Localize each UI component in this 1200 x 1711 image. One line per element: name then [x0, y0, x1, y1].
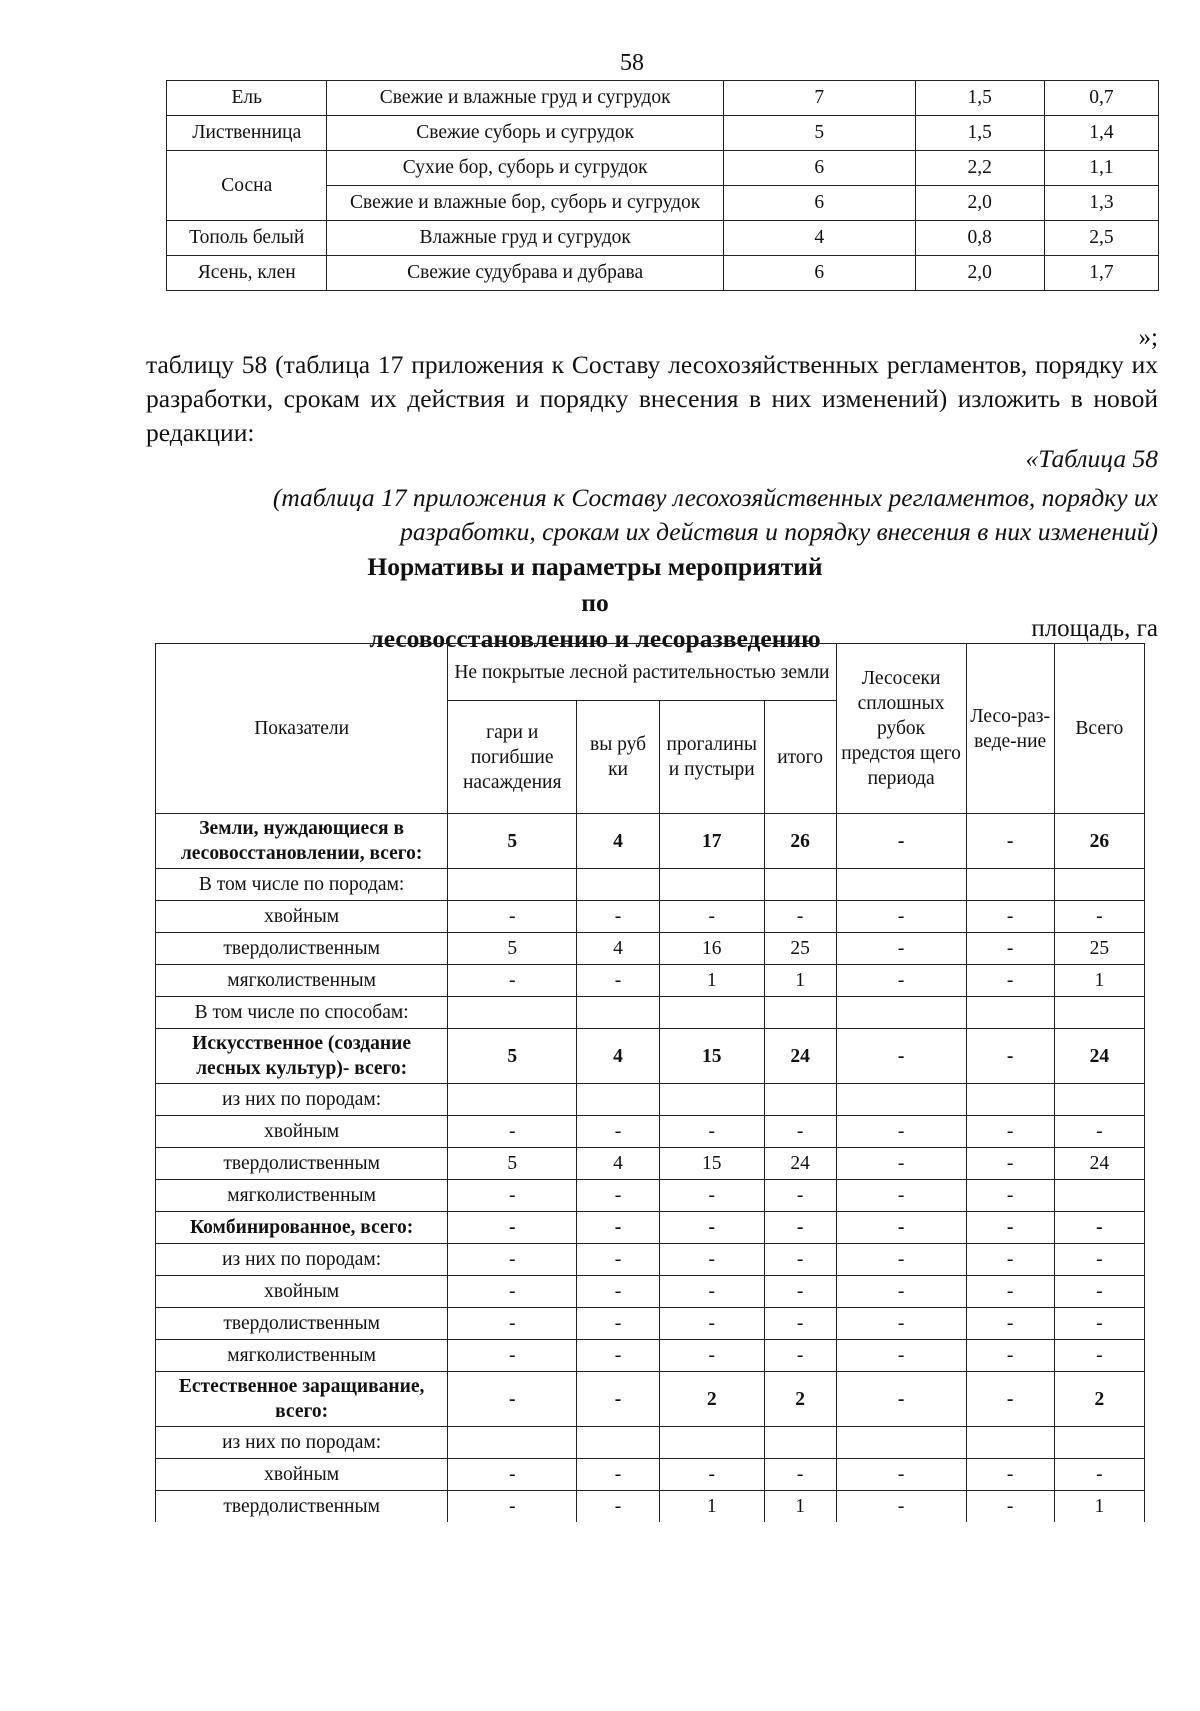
value-cell: 24 [1054, 1148, 1144, 1180]
table-row [156, 1308, 1145, 1340]
table-row [156, 1212, 1145, 1244]
value-cell: - [966, 1029, 1054, 1084]
value-cell [577, 1427, 660, 1459]
value-cell: 26 [764, 814, 836, 869]
table-row [156, 1148, 1145, 1180]
value-cell: 5 [448, 1029, 577, 1084]
value-cell: - [836, 1148, 966, 1180]
value-cell: 24 [764, 1029, 836, 1084]
value-cell: 17 [659, 814, 764, 869]
table-row [156, 933, 1145, 965]
table-row [156, 1340, 1145, 1372]
unit-label: площадь, га [1031, 615, 1158, 642]
row-label: Естественное заращивание, всего: [156, 1372, 448, 1427]
value-cell: 1,5 [915, 116, 1044, 151]
value-cell [764, 1084, 836, 1116]
table-row [156, 814, 1145, 869]
top-table-row [167, 151, 1159, 186]
top-table [166, 80, 1159, 291]
top-table-row [167, 256, 1159, 291]
value-cell: 1 [659, 1491, 764, 1523]
value-cell: 24 [764, 1148, 836, 1180]
value-cell: - [659, 1212, 764, 1244]
title-line-2: лесовосстановлению и лесоразведению [369, 624, 821, 653]
value-cell: - [966, 1276, 1054, 1308]
value-cell: - [966, 814, 1054, 869]
value-cell [577, 1084, 660, 1116]
value-cell: 1 [1054, 965, 1144, 997]
conditions-cell: Свежие суборь и сугрудок [327, 116, 723, 151]
header-burnt: гари и погибшие насаждения [448, 701, 577, 814]
value-cell [1054, 997, 1144, 1029]
value-cell: - [836, 933, 966, 965]
value-cell: 5 [723, 116, 915, 151]
value-cell: 4 [577, 1148, 660, 1180]
value-cell: 1,5 [915, 81, 1044, 116]
value-cell: - [1054, 1459, 1144, 1491]
value-cell [966, 997, 1054, 1029]
value-cell: - [577, 1491, 660, 1523]
conditions-cell: Свежие и влажные груд и сугрудок [327, 81, 723, 116]
value-cell: - [836, 1180, 966, 1212]
value-cell: - [836, 1459, 966, 1491]
table-reference: (таблица 17 приложения к Составу лесохозяйственных регламентов, порядку их разработки, срокам их действия и порядку внесения в них изменений) [272, 483, 1158, 546]
row-label: хвойным [156, 1276, 448, 1308]
conditions-cell: Свежие судубрава и дубрава [327, 256, 723, 291]
value-cell: 1,7 [1044, 256, 1158, 291]
value-cell: - [966, 1308, 1054, 1340]
table-row [156, 1180, 1145, 1212]
top-table-row [167, 221, 1159, 256]
value-cell: - [966, 1180, 1054, 1212]
value-cell: - [764, 1116, 836, 1148]
value-cell: 2 [764, 1372, 836, 1427]
row-label: мягколиственным [156, 1180, 448, 1212]
value-cell: - [448, 1276, 577, 1308]
row-label: твердолиственным [156, 933, 448, 965]
species-cell: Ель [167, 81, 327, 116]
closing-quote: »; [1138, 324, 1158, 351]
value-cell: - [448, 1340, 577, 1372]
row-label: твердолиственным [156, 1491, 448, 1523]
value-cell: - [836, 1212, 966, 1244]
table-row [156, 869, 1145, 901]
value-cell: 15 [659, 1029, 764, 1084]
header-clearcuts: Лесосеки сплошных рубок предстоя щего периода [836, 644, 966, 814]
value-cell: - [966, 1212, 1054, 1244]
value-cell: - [577, 901, 660, 933]
value-cell [659, 1427, 764, 1459]
value-cell: - [836, 814, 966, 869]
value-cell [1054, 1084, 1144, 1116]
value-cell: - [836, 1116, 966, 1148]
value-cell: - [577, 1212, 660, 1244]
value-cell: 2 [659, 1372, 764, 1427]
value-cell: - [764, 1212, 836, 1244]
value-cell: - [966, 965, 1054, 997]
value-cell: - [764, 1244, 836, 1276]
value-cell: 25 [1054, 933, 1144, 965]
value-cell: - [659, 1340, 764, 1372]
row-label: мягколиственным [156, 965, 448, 997]
value-cell [577, 869, 660, 901]
value-cell: - [764, 1459, 836, 1491]
value-cell: 5 [448, 1148, 577, 1180]
value-cell [448, 1084, 577, 1116]
table-row [156, 901, 1145, 933]
header-afforestation: Лесо-раз-веде-ние [966, 644, 1054, 814]
table-row [156, 1084, 1145, 1116]
value-cell: - [659, 901, 764, 933]
value-cell: - [1054, 1308, 1144, 1340]
row-label: из них по породам: [156, 1244, 448, 1276]
value-cell: - [448, 1212, 577, 1244]
value-cell [966, 869, 1054, 901]
value-cell: - [836, 1491, 966, 1523]
value-cell: - [577, 1308, 660, 1340]
table-row [156, 1116, 1145, 1148]
value-cell: - [448, 901, 577, 933]
value-cell: - [448, 1308, 577, 1340]
row-label: хвойным [156, 901, 448, 933]
table-row [156, 1244, 1145, 1276]
row-label: хвойным [156, 1116, 448, 1148]
value-cell: - [577, 1340, 660, 1372]
value-cell: 5 [448, 933, 577, 965]
value-cell: - [764, 1340, 836, 1372]
value-cell: - [966, 1340, 1054, 1372]
value-cell: 0,7 [1044, 81, 1158, 116]
value-cell: 26 [1054, 814, 1144, 869]
header-total: Всего [1054, 644, 1144, 814]
table-label: «Таблица 58 [1025, 444, 1158, 473]
value-cell: - [1054, 1276, 1144, 1308]
value-cell [659, 869, 764, 901]
value-cell: 4 [723, 221, 915, 256]
value-cell: 1,3 [1044, 186, 1158, 221]
value-cell: 16 [659, 933, 764, 965]
header-glades: прогалины и пустыри [659, 701, 764, 814]
value-cell: - [1054, 901, 1144, 933]
value-cell: - [659, 1244, 764, 1276]
value-cell: 2,0 [915, 186, 1044, 221]
value-cell: - [966, 1459, 1054, 1491]
value-cell: - [659, 1308, 764, 1340]
species-cell: Лиственница [167, 116, 327, 151]
value-cell [448, 1427, 577, 1459]
value-cell: 7 [723, 81, 915, 116]
value-cell: 1 [1054, 1491, 1144, 1523]
value-cell: - [966, 1116, 1054, 1148]
value-cell [966, 1084, 1054, 1116]
value-cell: 24 [1054, 1029, 1144, 1084]
table-title [360, 549, 830, 657]
row-label: твердолиственным [156, 1308, 448, 1340]
value-cell: - [577, 1244, 660, 1276]
value-cell: - [836, 901, 966, 933]
value-cell: 2,0 [915, 256, 1044, 291]
row-label: из них по породам: [156, 1427, 448, 1459]
value-cell [836, 997, 966, 1029]
value-cell [764, 869, 836, 901]
value-cell [836, 1084, 966, 1116]
value-cell: 4 [577, 933, 660, 965]
page-number: 58 [620, 50, 644, 76]
value-cell: - [577, 1180, 660, 1212]
value-cell [764, 997, 836, 1029]
row-label: Комбинированное, всего: [156, 1212, 448, 1244]
value-cell: - [764, 1276, 836, 1308]
value-cell: - [448, 1116, 577, 1148]
value-cell: 25 [764, 933, 836, 965]
value-cell [764, 1427, 836, 1459]
row-label: из них по породам: [156, 1084, 448, 1116]
value-cell: - [966, 933, 1054, 965]
value-cell [1054, 869, 1144, 901]
value-cell: - [448, 1244, 577, 1276]
header-subtotal: итого [764, 701, 836, 814]
value-cell: - [966, 1244, 1054, 1276]
table-row [156, 1029, 1145, 1084]
top-table-row [167, 116, 1159, 151]
value-cell: - [1054, 1116, 1144, 1148]
value-cell [836, 869, 966, 901]
value-cell: - [577, 1372, 660, 1427]
value-cell: 0,8 [915, 221, 1044, 256]
value-cell: 15 [659, 1148, 764, 1180]
value-cell: - [448, 1459, 577, 1491]
value-cell: - [1054, 1212, 1144, 1244]
value-cell: 2,5 [1044, 221, 1158, 256]
value-cell [448, 997, 577, 1029]
row-label: Земли, нуждающиеся в лесовосстановлении, всего: [156, 814, 448, 869]
table-row [156, 1491, 1145, 1523]
header-non-forested: Не покрытые лесной растительностью земли [448, 644, 836, 701]
value-cell: 5 [448, 814, 577, 869]
value-cell: - [966, 1372, 1054, 1427]
value-cell: - [764, 1308, 836, 1340]
value-cell: - [836, 965, 966, 997]
value-cell [448, 869, 577, 901]
table-row [156, 1372, 1145, 1427]
value-cell [966, 1427, 1054, 1459]
value-cell: 1,4 [1044, 116, 1158, 151]
main-table [155, 643, 1145, 1522]
value-cell: 6 [723, 186, 915, 221]
value-cell [1054, 1180, 1144, 1212]
value-cell: - [1054, 1244, 1144, 1276]
value-cell: - [577, 965, 660, 997]
value-cell: - [966, 901, 1054, 933]
value-cell: - [448, 1491, 577, 1523]
species-cell: Ясень, клен [167, 256, 327, 291]
value-cell: - [1054, 1340, 1144, 1372]
value-cell: 1 [764, 1491, 836, 1523]
value-cell [577, 997, 660, 1029]
species-cell: Тополь белый [167, 221, 327, 256]
value-cell: - [836, 1244, 966, 1276]
row-label: хвойным [156, 1459, 448, 1491]
table-row [156, 1459, 1145, 1491]
value-cell [659, 997, 764, 1029]
value-cell: - [966, 1148, 1054, 1180]
value-cell: - [659, 1180, 764, 1212]
row-label: Искусственное (создание лесных культур)- всего: [156, 1029, 448, 1084]
conditions-cell: Сухие бор, суборь и сугрудок [327, 151, 723, 186]
value-cell: - [659, 1276, 764, 1308]
value-cell: 6 [723, 151, 915, 186]
row-label: В том числе по породам: [156, 869, 448, 901]
value-cell: - [659, 1459, 764, 1491]
value-cell: - [836, 1276, 966, 1308]
value-cell: 4 [577, 814, 660, 869]
value-cell: - [448, 1372, 577, 1427]
value-cell: 2,2 [915, 151, 1044, 186]
value-cell [659, 1084, 764, 1116]
title-line-1: Нормативы и параметры мероприятий по [367, 552, 823, 617]
value-cell: - [764, 1180, 836, 1212]
value-cell: - [659, 1116, 764, 1148]
value-cell: - [577, 1276, 660, 1308]
value-cell: - [577, 1459, 660, 1491]
table-row [156, 997, 1145, 1029]
species-cell: Сосна [167, 151, 327, 221]
table-row [156, 1427, 1145, 1459]
conditions-cell: Влажные груд и сугрудок [327, 221, 723, 256]
value-cell: - [448, 965, 577, 997]
header-indicators: Показатели [156, 644, 448, 814]
header-cutovers: вы руб ки [577, 701, 660, 814]
value-cell: 6 [723, 256, 915, 291]
row-label: В том числе по способам: [156, 997, 448, 1029]
row-label: мягколиственным [156, 1340, 448, 1372]
value-cell: - [577, 1116, 660, 1148]
value-cell: - [836, 1308, 966, 1340]
table-row [156, 1276, 1145, 1308]
intro-paragraph: таблицу 58 (таблица 17 приложения к Составу лесохозяйственных регламентов, порядку их разработки, срокам их действия и порядку внесения в них изменений) изложить в новой редакции: [146, 350, 1158, 447]
conditions-cell: Свежие и влажные бор, суборь и сугрудок [327, 186, 723, 221]
row-label: твердолиственным [156, 1148, 448, 1180]
value-cell: - [836, 1372, 966, 1427]
value-cell: 1,1 [1044, 151, 1158, 186]
value-cell: - [764, 901, 836, 933]
value-cell: - [836, 1029, 966, 1084]
table-row [156, 965, 1145, 997]
value-cell: 1 [764, 965, 836, 997]
value-cell [836, 1427, 966, 1459]
value-cell: 4 [577, 1029, 660, 1084]
top-table-row [167, 81, 1159, 116]
value-cell: - [966, 1491, 1054, 1523]
value-cell [1054, 1427, 1144, 1459]
value-cell: 1 [659, 965, 764, 997]
value-cell: - [448, 1180, 577, 1212]
value-cell: - [836, 1340, 966, 1372]
value-cell: 2 [1054, 1372, 1144, 1427]
